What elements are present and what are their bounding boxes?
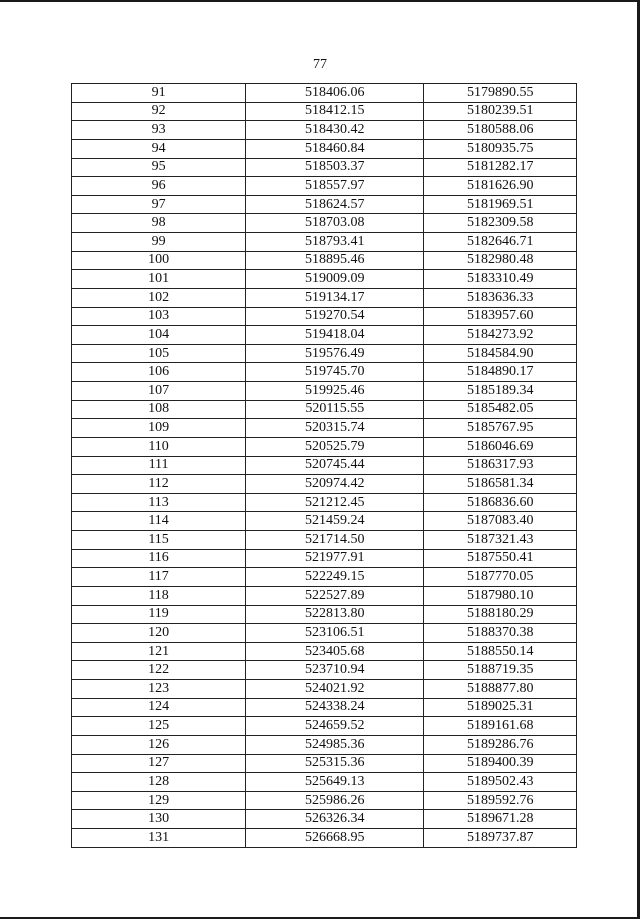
point-number-cell: 130 (72, 810, 246, 829)
table-row (72, 680, 577, 699)
y-coordinate-cell: 5188180.29 (424, 605, 577, 624)
table-row (72, 270, 577, 289)
x-coordinate-cell: 520315.74 (246, 419, 424, 438)
x-coordinate-cell: 518703.08 (246, 214, 424, 233)
y-coordinate-cell: 5186581.34 (424, 475, 577, 494)
x-coordinate-cell: 522813.80 (246, 605, 424, 624)
y-coordinate-cell: 5189400.39 (424, 754, 577, 773)
x-coordinate-cell: 523405.68 (246, 642, 424, 661)
y-coordinate-cell: 5185767.95 (424, 419, 577, 438)
point-number-cell: 121 (72, 642, 246, 661)
table-row (72, 754, 577, 773)
x-coordinate-cell: 523710.94 (246, 661, 424, 680)
y-coordinate-cell: 5183636.33 (424, 288, 577, 307)
table-row (72, 344, 577, 363)
x-coordinate-cell: 521714.50 (246, 531, 424, 550)
table-row (72, 456, 577, 475)
table-row (72, 158, 577, 177)
table-row (72, 177, 577, 196)
point-number-cell: 97 (72, 195, 246, 214)
x-coordinate-cell: 519576.49 (246, 344, 424, 363)
y-coordinate-cell: 5186317.93 (424, 456, 577, 475)
coordinates-table (71, 83, 577, 848)
y-coordinate-cell: 5189592.76 (424, 791, 577, 810)
y-coordinate-cell: 5188719.35 (424, 661, 577, 680)
x-coordinate-cell: 525649.13 (246, 773, 424, 792)
table-row (72, 791, 577, 810)
point-number-cell: 131 (72, 829, 246, 848)
point-number-cell: 129 (72, 791, 246, 810)
point-number-cell: 103 (72, 307, 246, 326)
table-row (72, 493, 577, 512)
point-number-cell: 113 (72, 493, 246, 512)
point-number-cell: 128 (72, 773, 246, 792)
table-row (72, 698, 577, 717)
x-coordinate-cell: 518557.97 (246, 177, 424, 196)
table-row (72, 568, 577, 587)
point-number-cell: 106 (72, 363, 246, 382)
x-coordinate-cell: 520525.79 (246, 437, 424, 456)
x-coordinate-cell: 519418.04 (246, 326, 424, 345)
y-coordinate-cell: 5185189.34 (424, 382, 577, 401)
y-coordinate-cell: 5181626.90 (424, 177, 577, 196)
x-coordinate-cell: 520974.42 (246, 475, 424, 494)
x-coordinate-cell: 524985.36 (246, 735, 424, 754)
table-row (72, 810, 577, 829)
table-row (72, 661, 577, 680)
y-coordinate-cell: 5185482.05 (424, 400, 577, 419)
point-number-cell: 95 (72, 158, 246, 177)
table-row (72, 437, 577, 456)
point-number-cell: 116 (72, 549, 246, 568)
table-row (72, 288, 577, 307)
point-number-cell: 109 (72, 419, 246, 438)
x-coordinate-cell: 520745.44 (246, 456, 424, 475)
y-coordinate-cell: 5179890.55 (424, 84, 577, 103)
table-row (72, 642, 577, 661)
x-coordinate-cell: 521212.45 (246, 493, 424, 512)
y-coordinate-cell: 5189025.31 (424, 698, 577, 717)
point-number-cell: 100 (72, 251, 246, 270)
point-number-cell: 118 (72, 586, 246, 605)
point-number-cell: 119 (72, 605, 246, 624)
x-coordinate-cell: 521459.24 (246, 512, 424, 531)
x-coordinate-cell: 518430.42 (246, 121, 424, 140)
y-coordinate-cell: 5184890.17 (424, 363, 577, 382)
table-row (72, 382, 577, 401)
point-number-cell: 110 (72, 437, 246, 456)
page-edge-top (0, 0, 640, 2)
point-number-cell: 120 (72, 624, 246, 643)
point-number-cell: 108 (72, 400, 246, 419)
point-number-cell: 102 (72, 288, 246, 307)
x-coordinate-cell: 522249.15 (246, 568, 424, 587)
x-coordinate-cell: 524659.52 (246, 717, 424, 736)
table-row (72, 829, 577, 848)
x-coordinate-cell: 525986.26 (246, 791, 424, 810)
x-coordinate-cell: 518460.84 (246, 139, 424, 158)
table-row (72, 139, 577, 158)
table-row (72, 605, 577, 624)
table-row (72, 363, 577, 382)
table-row (72, 214, 577, 233)
point-number-cell: 117 (72, 568, 246, 587)
table-row (72, 549, 577, 568)
x-coordinate-cell: 518503.37 (246, 158, 424, 177)
y-coordinate-cell: 5189671.28 (424, 810, 577, 829)
point-number-cell: 99 (72, 233, 246, 252)
y-coordinate-cell: 5181969.51 (424, 195, 577, 214)
point-number-cell: 124 (72, 698, 246, 717)
y-coordinate-cell: 5182309.58 (424, 214, 577, 233)
x-coordinate-cell: 522527.89 (246, 586, 424, 605)
table-row (72, 400, 577, 419)
y-coordinate-cell: 5189502.43 (424, 773, 577, 792)
point-number-cell: 107 (72, 382, 246, 401)
table-row (72, 512, 577, 531)
point-number-cell: 94 (72, 139, 246, 158)
y-coordinate-cell: 5189737.87 (424, 829, 577, 848)
table-row (72, 717, 577, 736)
table-row (72, 419, 577, 438)
y-coordinate-cell: 5184584.90 (424, 344, 577, 363)
x-coordinate-cell: 521977.91 (246, 549, 424, 568)
x-coordinate-cell: 519134.17 (246, 288, 424, 307)
table-row (72, 307, 577, 326)
point-number-cell: 125 (72, 717, 246, 736)
y-coordinate-cell: 5188370.38 (424, 624, 577, 643)
y-coordinate-cell: 5180239.51 (424, 102, 577, 121)
table-row (72, 475, 577, 494)
x-coordinate-cell: 520115.55 (246, 400, 424, 419)
y-coordinate-cell: 5187980.10 (424, 586, 577, 605)
y-coordinate-cell: 5186046.69 (424, 437, 577, 456)
x-coordinate-cell: 518406.06 (246, 84, 424, 103)
y-coordinate-cell: 5186836.60 (424, 493, 577, 512)
x-coordinate-cell: 519925.46 (246, 382, 424, 401)
point-number-cell: 111 (72, 456, 246, 475)
point-number-cell: 126 (72, 735, 246, 754)
point-number-cell: 101 (72, 270, 246, 289)
y-coordinate-cell: 5183957.60 (424, 307, 577, 326)
table-row (72, 773, 577, 792)
x-coordinate-cell: 525315.36 (246, 754, 424, 773)
table-row (72, 326, 577, 345)
x-coordinate-cell: 519009.09 (246, 270, 424, 289)
y-coordinate-cell: 5189286.76 (424, 735, 577, 754)
x-coordinate-cell: 519745.70 (246, 363, 424, 382)
point-number-cell: 104 (72, 326, 246, 345)
x-coordinate-cell: 524338.24 (246, 698, 424, 717)
y-coordinate-cell: 5187770.05 (424, 568, 577, 587)
x-coordinate-cell: 519270.54 (246, 307, 424, 326)
point-number-cell: 105 (72, 344, 246, 363)
point-number-cell: 96 (72, 177, 246, 196)
point-number-cell: 92 (72, 102, 246, 121)
y-coordinate-cell: 5181282.17 (424, 158, 577, 177)
x-coordinate-cell: 518412.15 (246, 102, 424, 121)
point-number-cell: 123 (72, 680, 246, 699)
point-number-cell: 91 (72, 84, 246, 103)
page-number: 77 (313, 57, 327, 72)
point-number-cell: 98 (72, 214, 246, 233)
table-row (72, 586, 577, 605)
table-row (72, 735, 577, 754)
x-coordinate-cell: 526326.34 (246, 810, 424, 829)
table-row (72, 121, 577, 140)
table-row (72, 84, 577, 103)
x-coordinate-cell: 518895.46 (246, 251, 424, 270)
y-coordinate-cell: 5188550.14 (424, 642, 577, 661)
coordinates-table-body (72, 84, 577, 848)
point-number-cell: 115 (72, 531, 246, 550)
y-coordinate-cell: 5180935.75 (424, 139, 577, 158)
point-number-cell: 93 (72, 121, 246, 140)
y-coordinate-cell: 5183310.49 (424, 270, 577, 289)
y-coordinate-cell: 5180588.06 (424, 121, 577, 140)
x-coordinate-cell: 518624.57 (246, 195, 424, 214)
y-coordinate-cell: 5187550.41 (424, 549, 577, 568)
point-number-cell: 112 (72, 475, 246, 494)
y-coordinate-cell: 5184273.92 (424, 326, 577, 345)
point-number-cell: 127 (72, 754, 246, 773)
table-row (72, 251, 577, 270)
y-coordinate-cell: 5188877.80 (424, 680, 577, 699)
table-row (72, 531, 577, 550)
table-row (72, 102, 577, 121)
point-number-cell: 122 (72, 661, 246, 680)
x-coordinate-cell: 523106.51 (246, 624, 424, 643)
y-coordinate-cell: 5189161.68 (424, 717, 577, 736)
table-row (72, 624, 577, 643)
point-number-cell: 114 (72, 512, 246, 531)
y-coordinate-cell: 5187321.43 (424, 531, 577, 550)
table-row (72, 195, 577, 214)
y-coordinate-cell: 5182980.48 (424, 251, 577, 270)
y-coordinate-cell: 5182646.71 (424, 233, 577, 252)
x-coordinate-cell: 524021.92 (246, 680, 424, 699)
y-coordinate-cell: 5187083.40 (424, 512, 577, 531)
x-coordinate-cell: 526668.95 (246, 829, 424, 848)
x-coordinate-cell: 518793.41 (246, 233, 424, 252)
table-row (72, 233, 577, 252)
